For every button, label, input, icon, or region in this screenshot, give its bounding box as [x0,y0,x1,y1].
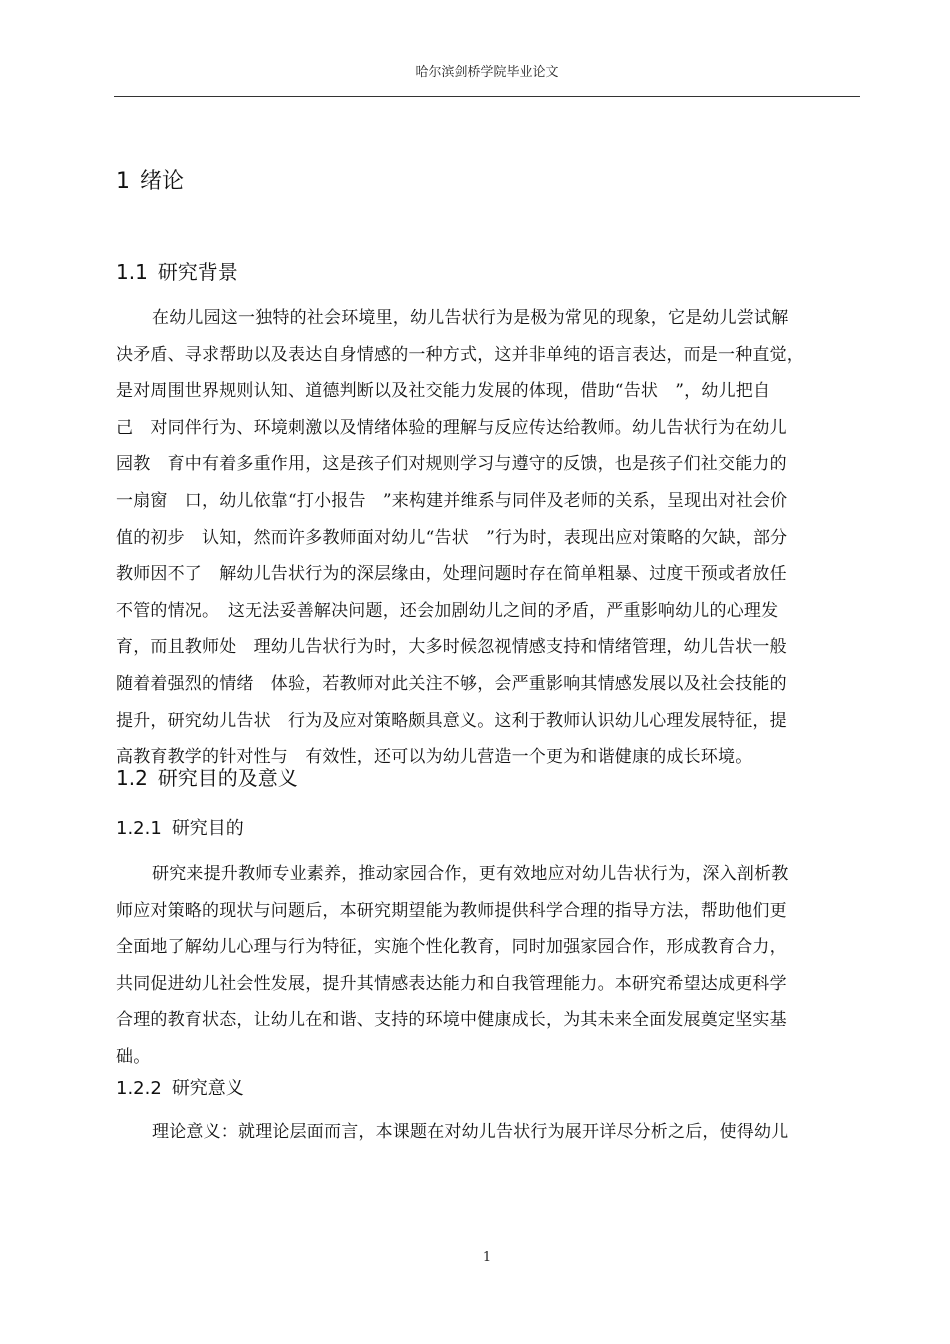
subsection-title: 研究意义 [171,1078,244,1099]
subsection-heading-1-2-2 [116,1077,244,1101]
paragraph-line: 共同促进幼儿社会性发展，提升其情感表达能力和自我管理能力。本研究希望达成更科学 [116,973,787,994]
paragraph-line: 全面地了解幼儿心理与行为特征，实施个性化教育，同时加强家园合作，形成教育合力， [116,937,787,958]
paragraph-line: 础。 [116,1046,151,1067]
chapter-title: 绪论 [140,169,185,194]
section-number: 1.2 [116,766,148,790]
chapter-number: 1 [116,169,130,194]
page-header: 哈尔滨剑桥学院毕业论文 [415,65,559,80]
paragraph-line: 不管的情况。 这无法妥善解决问题，还会加剧幼儿之间的矛盾，严重影响幼儿的心理发 [116,600,779,621]
paragraph-line: 师应对策略的现状与问题后，本研究期望能为教师提供科学合理的指导方法，帮助他们更 [116,900,787,921]
paragraph-line: 提升，研究幼儿告状 行为及应对策略颇具意义。这利于教师认识幼儿心理发展特征，提 [116,710,787,731]
section-title: 研究背景 [157,260,238,284]
paragraph-line: 园教 育中有着多重作用，这是孩子们对规则学习与遵守的反馈，也是孩子们社交能力的 [116,454,787,475]
paragraph-line: 值的初步 认知，然而许多教师面对幼儿“告状 ”行为时，表现出应对策略的欠缺，部分 [116,527,788,548]
chapter-heading [116,168,184,196]
section-number: 1.1 [116,260,148,284]
paragraph-line: 随着着强烈的情绪 体验，若教师对此关注不够，会严重影响其情感发展以及社会技能的 [116,673,787,694]
section-heading-1-2 [116,765,298,791]
paragraph-line: 是对周围世界规则认知、道德判断以及社交能力发展的体现，借助“告状 ”，幼儿把自 [116,381,771,402]
subsection-number: 1.2.1 [116,818,162,839]
section-heading-1-1 [116,259,238,285]
subsection-heading-1-2-1 [116,817,244,841]
paragraph-line: 研究来提升教师专业素养，推动家园合作，更有效地应对幼儿告状行为，深入剖析教 [152,864,789,884]
paragraph-line: 高教育教学的针对性与 有效性，还可以为幼儿营造一个更为和谐健康的成长环境。 [116,747,753,768]
header-divider [114,96,860,97]
paragraph-line: 合理的教育状态，让幼儿在和谐、支持的环境中健康成长，为其未来全面发展奠定坚实基 [116,1010,787,1031]
subsection-title: 研究目的 [171,818,244,839]
paragraph-line: 己 对同伴行为、环境刺激以及情绪体验的理解与反应传达给教师。幼儿告状行为在幼儿 [116,417,787,438]
section-title: 研究目的及意义 [157,766,298,790]
paragraph-research-purpose [116,856,860,1076]
paragraph-research-significance [116,1114,860,1151]
paragraph-line: 一扇窗 口，幼儿依靠“打小报告 ”来构建并维系与同伴及老师的关系，呈现出对社会价 [116,490,788,511]
paragraph-line: 决矛盾、寻求帮助以及表达自身情感的一种方式，这并非单纯的语言表达，而是一种直觉， [116,344,804,365]
paragraph-line: 理论意义：就理论层面而言，本课题在对幼儿告状行为展开详尽分析之后，使得幼儿 [152,1122,789,1142]
paragraph-line: 教师因不了 解幼儿告状行为的深层缘由，处理问题时存在简单粗暴、过度干预或者放任 [116,564,787,585]
subsection-number: 1.2.2 [116,1078,162,1099]
paragraph-line: 在幼儿园这一独特的社会环境里，幼儿告状行为是极为常见的现象，它是幼儿尝试解 [152,308,789,328]
paragraph-line: 育，而且教师处 理幼儿告状行为时，大多时候忽视情感支持和情绪管理，幼儿告状一般 [116,637,787,658]
paragraph-research-background [116,300,860,776]
page-number: 1 [482,1250,492,1265]
